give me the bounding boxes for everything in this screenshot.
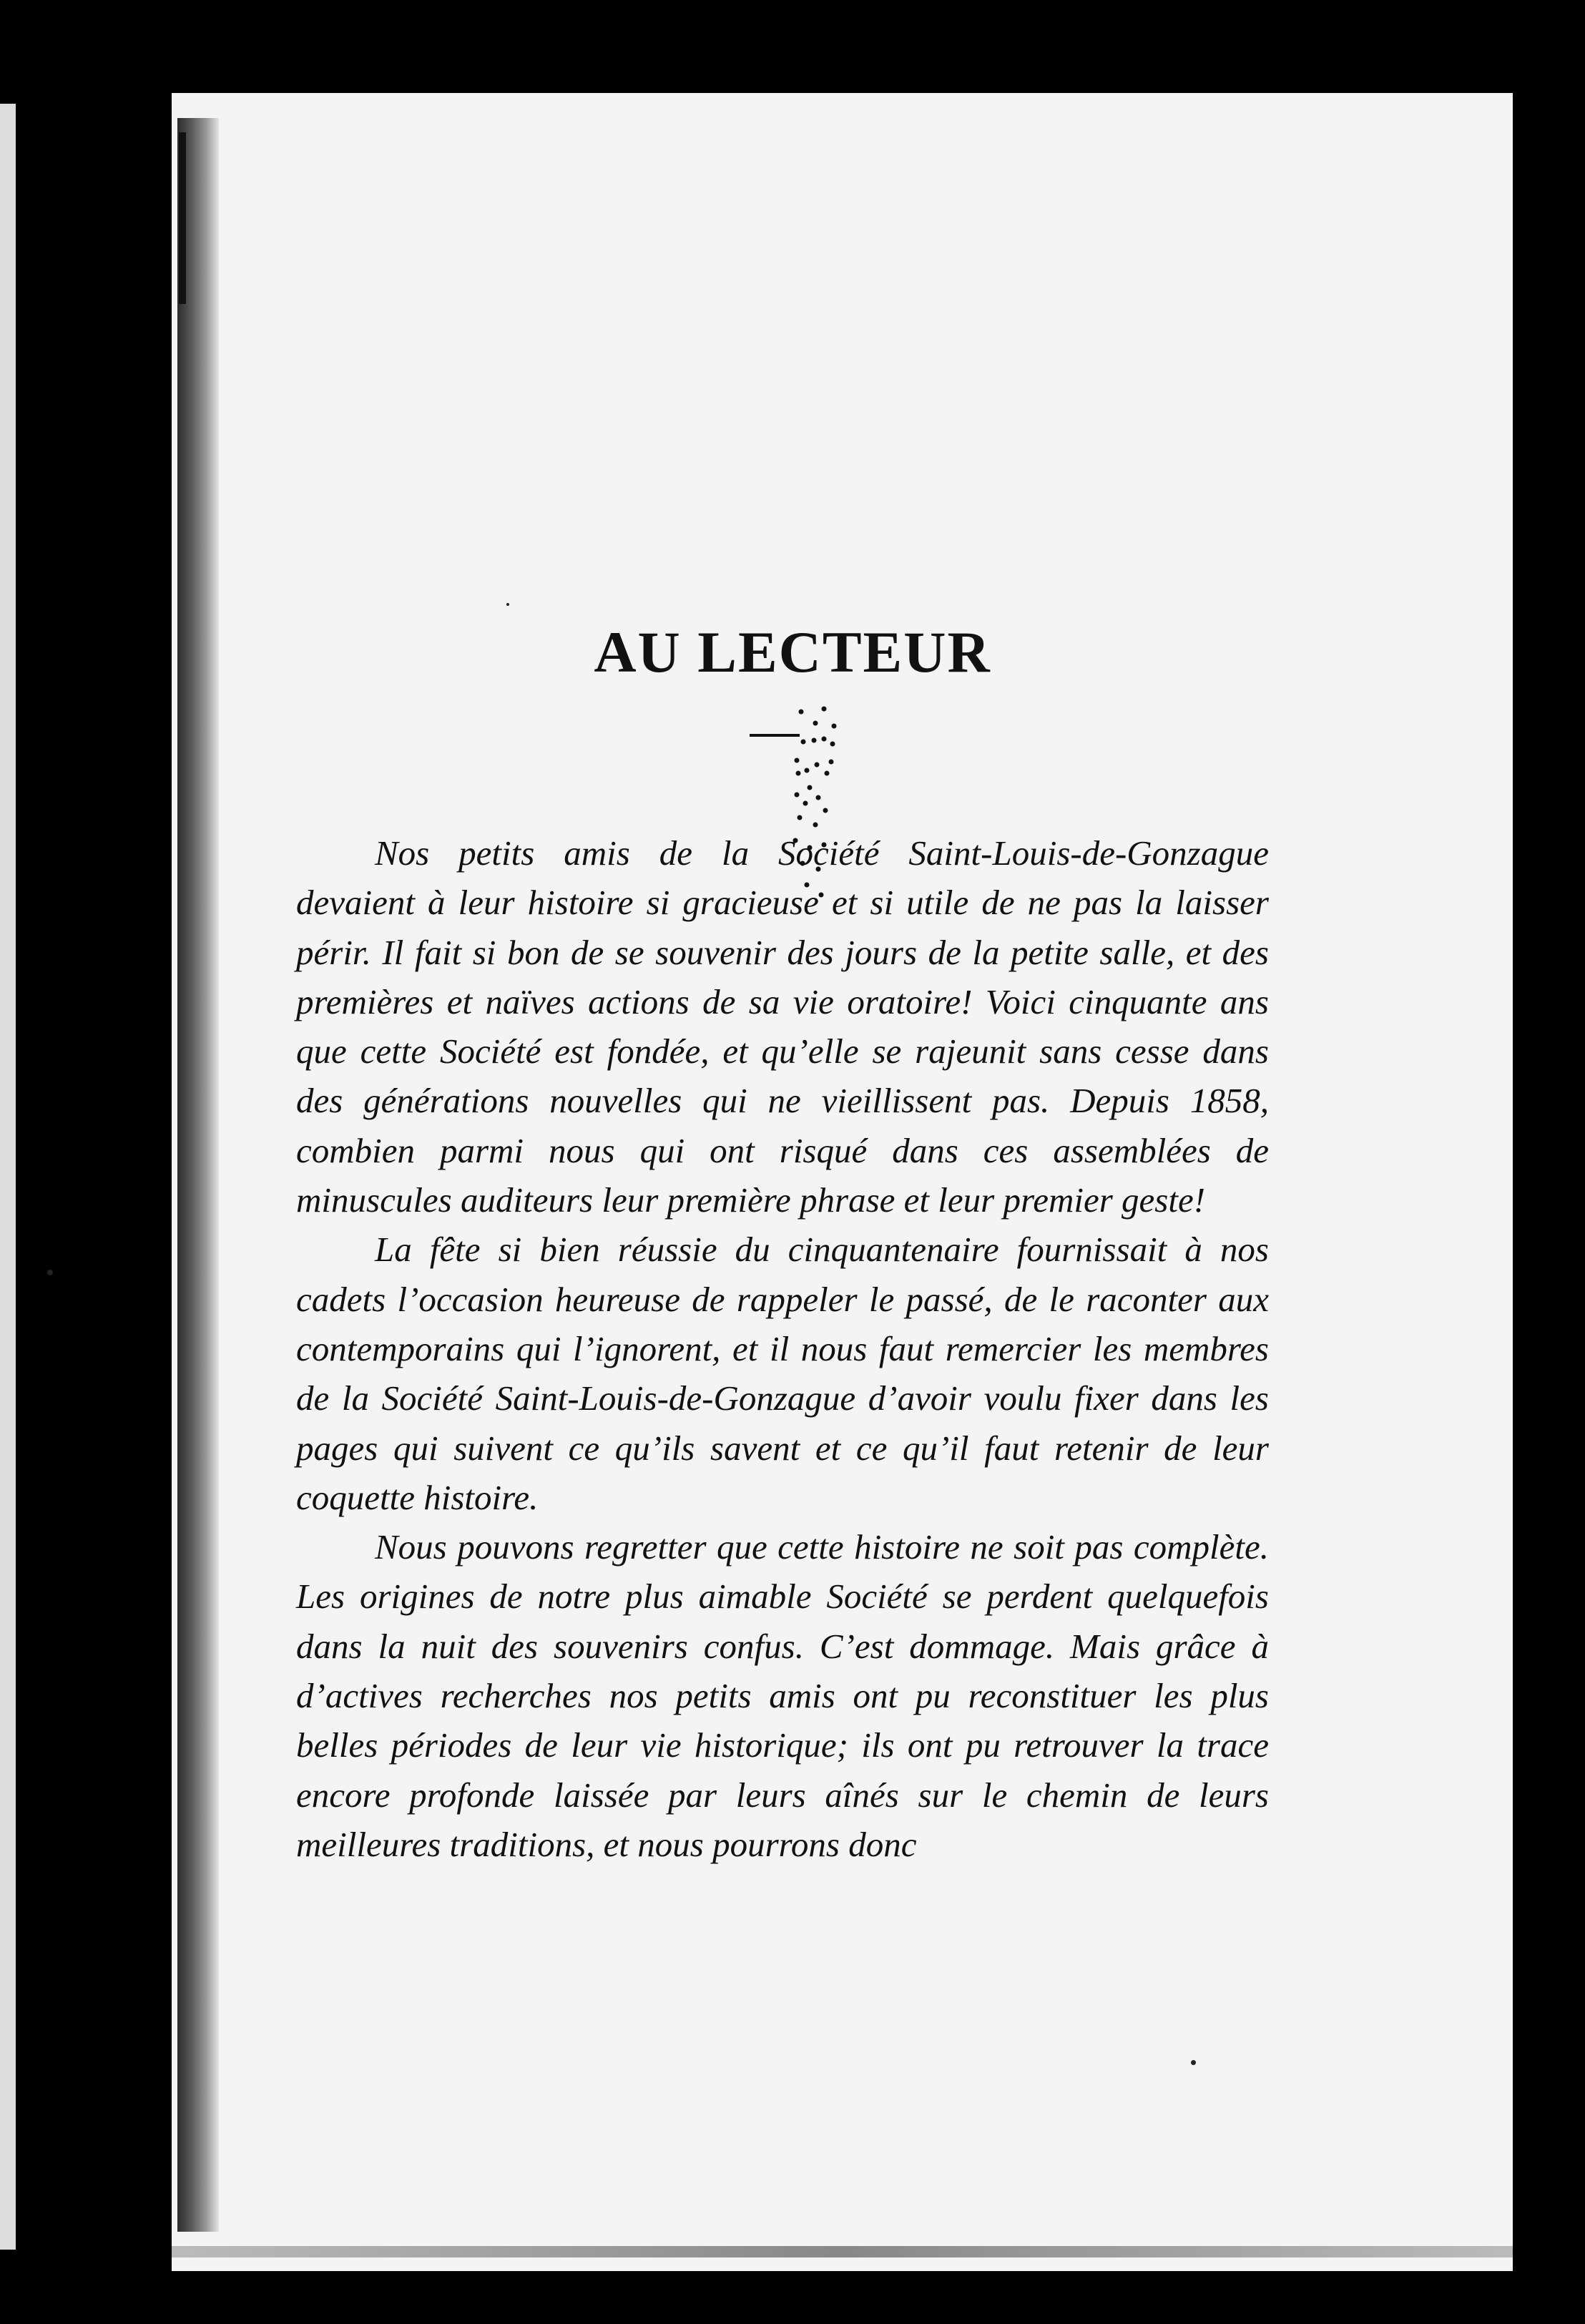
- print-speck: [506, 603, 509, 606]
- binding-thread: [179, 132, 186, 304]
- paragraph-2: La fête si bien réussie du cinquantenaire fournissait à nos cadets l’occasion heureuse de rappeler le passé, de le raconter aux contemporains qui l’ignorent, et il nous faut remercier les membres de la Société Saint-Louis-de-Gonzague d’avoir voulu fixer dans les pages qui suivent ce qu’ils savent et ce qu’il faut retenir de leur coquette histoire.: [296, 1230, 1269, 1517]
- print-speck: [1191, 2060, 1196, 2065]
- paragraph-3: Nous pouvons regretter que cette histoire ne soit pas complète. Les origines de notre plus aimable Société se perdent quelquefois dans la nuit des souvenirs confus. C’est dommage. Mais grâce à d’actives recherches nos petits amis ont pu reconstituer les plus belles périodes de leur vie historique; ils ont pu retrouver la trace encore profonde laissée par leurs aînés sur le chemin de leurs meilleures traditions, et nous pourrons donc: [296, 1527, 1269, 1864]
- print-speck: [47, 1270, 53, 1275]
- page-title: AU LECTEUR: [594, 619, 991, 685]
- page-bottom-edge: [172, 2246, 1513, 2257]
- paragraph-1: Nos petits amis de la Société Saint-Louis-de-Gonzague devaient à leur histoire si gracieuse et si utile de ne pas la laisser périr. Il fait si bon de se souvenir des jours de la petite salle, et des premières et naïves actions de sa vie oratoire! Voici cinquante ans que cette Société est fondée, et qu’elle se rajeunit sans cesse dans des générations nouvelles qui ne vieillissent pas. Depuis 1858, combien parmi nous qui ont risqué dans ces assemblées de minuscules auditeurs leur première phrase et leur premier geste!: [296, 833, 1269, 1220]
- adjacent-page-edge: [0, 104, 16, 2250]
- body-text: [296, 828, 1269, 1869]
- book-binding-shadow: [177, 118, 219, 2232]
